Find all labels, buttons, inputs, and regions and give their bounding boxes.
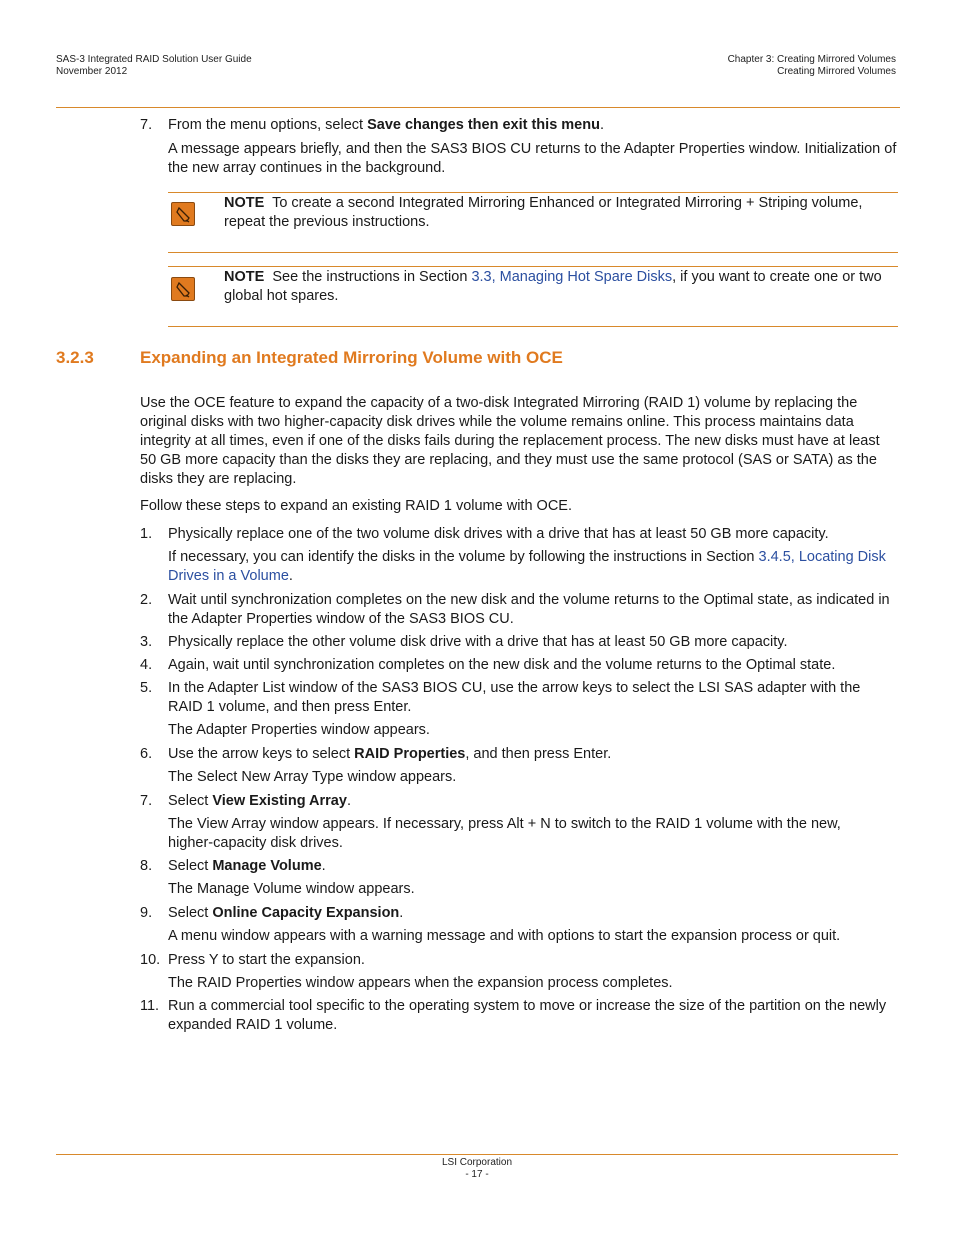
step-text: Run a commercial tool specific to the operating system to move or increase the size of the partition on the newly expanded RAID 1 volume. xyxy=(168,998,887,1033)
step-text: From the menu options, select Save changes then exit this menu. xyxy=(168,117,604,133)
step-text: Wait until synchronization completes on the new disk and the volume returns to the Optimal state, as indicated in the Adapter Properties window of the SAS3 BIOS CU. xyxy=(168,592,890,627)
step-number: 9. xyxy=(140,905,153,921)
step-number: 2. xyxy=(140,592,153,608)
step-text: Select Online Capacity Expansion. xyxy=(168,905,404,921)
running-header-right xyxy=(728,54,896,78)
intro-paragraph: Use the OCE feature to expand the capacity of a two-disk Integrated Mirroring (RAID 1) volume by replacing the original disks with two higher-capacity disk drives while the volume remains online. This process maintains data integrity at all times, even if one of the disks fails during the replacement process. The new disks must have at least 50 GB more capacity than the disks they are replacing, and they must use the same protocol (SAS or SATA) as the disks they are replacing. xyxy=(140,395,880,487)
step-text: Select View Existing Array. xyxy=(168,793,351,809)
note-top-rule xyxy=(168,192,898,193)
step-number: 10. xyxy=(140,952,161,968)
intro-lead: Follow these steps to expand an existing RAID 1 volume with OCE. xyxy=(140,498,572,514)
pencil-note-icon xyxy=(171,202,195,226)
step-number: 1. xyxy=(140,526,153,542)
note-bottom-rule xyxy=(168,252,898,253)
step-text: In the Adapter List window of the SAS3 BIOS CU, use the arrow keys to select the LSI SAS adapter with the RAID 1 volume, and then press Enter. xyxy=(168,680,861,715)
step-detail: The Adapter Properties window appears. xyxy=(168,722,430,738)
step-text: Select Manage Volume. xyxy=(168,858,326,874)
step-number: 4. xyxy=(140,657,153,673)
footer-company: LSI Corporation xyxy=(441,1157,513,1168)
step-detail: The Manage Volume window appears. xyxy=(168,881,415,897)
step-number: 8. xyxy=(140,858,153,874)
step-text: Physically replace the other volume disk drive with a drive that has at least 50 GB more capacity. xyxy=(168,634,788,650)
step-text: Press Y to start the expansion. xyxy=(168,952,365,968)
step-number: 5. xyxy=(140,680,153,696)
chapter-title: Chapter 3: Creating Mirrored Volumes xyxy=(727,54,896,65)
note-bottom-rule xyxy=(168,326,898,327)
note-text: NOTE To create a second Integrated Mirroring Enhanced or Integrated Mirroring + Striping volume, repeat the previous instructions. xyxy=(224,195,863,230)
note-top-rule xyxy=(168,266,898,267)
hot-spare-link[interactable]: 3.3, Managing Hot Spare Disks xyxy=(471,269,673,285)
footer-divider xyxy=(56,1154,898,1155)
step-number: 6. xyxy=(140,746,153,762)
step-detail: The View Array window appears. If necessary, press Alt + N to switch to the RAID 1 volume with the new, higher-capacity disk drives. xyxy=(168,816,841,851)
section-number: 3.2.3 xyxy=(56,348,94,367)
pencil-note-icon xyxy=(171,277,195,301)
step-number: 11. xyxy=(140,998,160,1014)
step-text: Use the arrow keys to select RAID Properties, and then press Enter. xyxy=(168,746,612,762)
locating-disk-link[interactable]: 3.4.5, Locating Disk Drives in a Volume xyxy=(168,549,886,584)
step-detail: If necessary, you can identify the disks in the volume by following the instructions in Section 3.4.5, Locating Disk Drives in a Volume. xyxy=(168,549,886,584)
doc-date: November 2012 xyxy=(56,66,128,77)
step-detail: A menu window appears with a warning message and with options to start the expansion process or quit. xyxy=(168,928,841,944)
running-header-left xyxy=(56,54,252,78)
note-text: NOTE See the instructions in Section 3.3, Managing Hot Spare Disks, if you want to create one or two global hot spares. xyxy=(224,269,882,304)
doc-title: SAS-3 Integrated RAID Solution User Guide xyxy=(56,54,252,65)
step-detail: The Select New Array Type window appears. xyxy=(168,769,457,785)
step-text: Physically replace one of the two volume disk drives with a drive that has at least 50 GB more capacity. xyxy=(168,526,829,542)
header-divider xyxy=(56,107,900,108)
step-number: 7. xyxy=(140,117,153,133)
step-text: Again, wait until synchronization completes on the new disk and the volume returns to the Optimal state. xyxy=(168,657,836,673)
step-number: 3. xyxy=(140,634,153,650)
section-title-header: Creating Mirrored Volumes xyxy=(777,66,896,77)
step-number: 7. xyxy=(140,793,153,809)
section-heading: Expanding an Integrated Mirroring Volume with OCE xyxy=(140,348,563,367)
step-detail: A message appears briefly, and then the SAS3 BIOS CU returns to the Adapter Properties window. Initialization of the new array continues in the background. xyxy=(168,141,897,176)
step-detail: The RAID Properties window appears when the expansion process completes. xyxy=(168,975,673,991)
page-number: - 17 - xyxy=(465,1169,489,1180)
